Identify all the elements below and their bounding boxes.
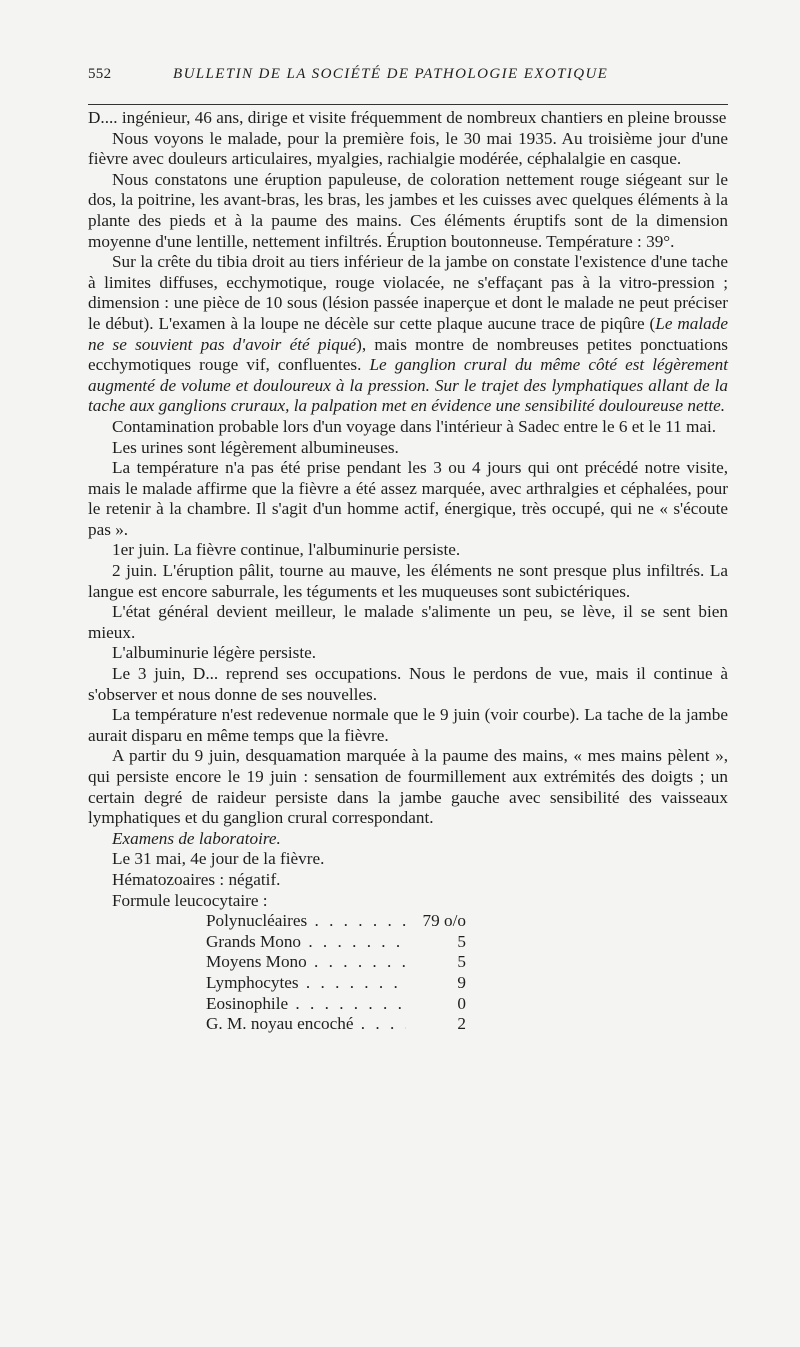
paragraph: 1er juin. La fièvre continue, l'albuminurie persiste. <box>112 540 461 560</box>
formula-value: 5 <box>457 931 466 951</box>
paragraph: L'albuminurie légère persiste. <box>112 643 317 663</box>
paragraph: Hématozoaires : négatif. <box>112 869 281 889</box>
page-number: 552 <box>88 66 112 82</box>
formula-value: 0 <box>457 993 466 1013</box>
paragraph: Le 31 mai, 4e jour de la fièvre. <box>112 849 325 869</box>
header-rule <box>88 104 728 105</box>
italic-run: Le malade ne se souvient pas d'avoir été piqué <box>88 313 728 354</box>
paragraph: Formule leucocytaire : <box>112 890 268 910</box>
formula-name: Eosinophile . . . <box>206 994 406 1015</box>
paragraph: L'état général devient meilleur, le malade s'alimente un peu, se lève, il se sent bien mieux. <box>88 602 728 642</box>
formula-name: Moyens Mono . . . <box>206 952 406 973</box>
paragraph: 2 juin. L'éruption pâlit, tourne au mauve, les éléments ne sont presque plus infiltrés. La langue est encore saburrale, les téguments et les muqueuses sont subictériques. <box>88 561 728 601</box>
table-row <box>206 1014 728 1035</box>
formula-name: Grands Mono . . . <box>206 932 406 953</box>
paragraph: D.... ingénieur, 46 ans, dirige et visite fréquemment de nombreux chantiers en pleine brousse <box>88 108 727 127</box>
leucocyte-formula-table <box>206 911 728 1035</box>
table-row <box>206 973 728 994</box>
formula-name: Polynucléaires . . . <box>206 911 406 932</box>
formula-value: 5 <box>457 952 466 972</box>
section-heading <box>88 829 728 850</box>
table-row <box>206 932 728 953</box>
article-body <box>88 108 728 1035</box>
text-run: Sur la crête du tibia droit au tiers inférieur de la jambe on constate l'existence d'une tache à limites diffuses, ecchymotique, rouge violacée, ne s'effaçant pas à la vitro-pression ; dimension : une pièce de 10 sous (lésion passée inaperçue et dont le malade ne peut préciser le début). L'examen à la loupe ne décèle sur cette plaque aucune trace de piqûre ( <box>88 252 728 333</box>
formula-value: 2 <box>457 1014 466 1034</box>
formula-value: 79 o/o <box>422 911 466 931</box>
paragraph: Les urines sont légèrement albumineuses. <box>112 437 399 457</box>
table-row <box>206 994 728 1015</box>
text-run: ), mais montre de nombreuses petites ponctuations ecchymotiques rouge vif, confluentes. <box>88 334 728 375</box>
formula-value: 9 <box>457 972 466 992</box>
paragraph <box>88 252 728 417</box>
paragraph: Nous constatons une éruption papuleuse, de coloration nettement rouge siégeant sur le dos, la poitrine, les avant-bras, les bras, les jambes et les cuisses avec quelques éléments à la plante des pieds et à la paume des mains. Ces éléments éruptifs sont de la dimension moyenne d'une lentille, nettement infiltrés. Éruption boutonneuse. Température : 39°. <box>88 169 728 251</box>
formula-name: Lymphocytes . . . <box>206 973 406 994</box>
table-row <box>206 911 728 932</box>
formula-name: G. M. noyau encoché . . . <box>206 1014 406 1035</box>
italic-run: Le ganglion crural du même côté est légèrement augmenté de volume et douloureux à la pression. Sur le trajet des lymphatiques allant de la tache aux ganglions cruraux, la palpation met en évidence une sensibilité douloureuse nette. <box>88 355 728 416</box>
italic-run: Examens de laboratoire. <box>112 828 281 848</box>
paragraph: A partir du 9 juin, desquamation marquée à la paume des mains, « mes mains pèlent », qui persiste encore le 19 juin : sensation de fourmillement aux extrémités des doigts ; un certain degré de raideur persiste dans la jambe gauche avec sensibilité des vaisseaux lymphatiques et du ganglion crural correspondant. <box>88 746 728 828</box>
paragraph: La température n'a pas été prise pendant les 3 ou 4 jours qui ont précédé notre visite, mais le malade affirme que la fièvre a été assez marquée, avec arthralgies et céphalées, pour le retenir à la chambre. Il s'agit d'un homme actif, énergique, très occupé, qui ne « s'écoute pas ». <box>88 458 728 539</box>
paragraph: Le 3 juin, D... reprend ses occupations. Nous le perdons de vue, mais il continue à s'observer et nous donne de ses nouvelles. <box>88 664 728 704</box>
table-row <box>206 952 728 973</box>
running-title: BULLETIN DE LA SOCIÉTÉ DE PATHOLOGIE EXOTIQUE <box>173 66 609 82</box>
paragraph: Nous voyons le malade, pour la première fois, le 30 mai 1935. Au troisième jour d'une fièvre avec douleurs articulaires, myalgies, rachialgie modérée, céphalalgie en casque. <box>88 128 728 169</box>
paragraph: La température n'est redevenue normale que le 9 juin (voir courbe). La tache de la jambe aurait disparu en même temps que la fièvre. <box>88 705 728 745</box>
paragraph: Contamination probable lors d'un voyage dans l'intérieur à Sadec entre le 6 et le 11 mai. <box>112 416 717 436</box>
